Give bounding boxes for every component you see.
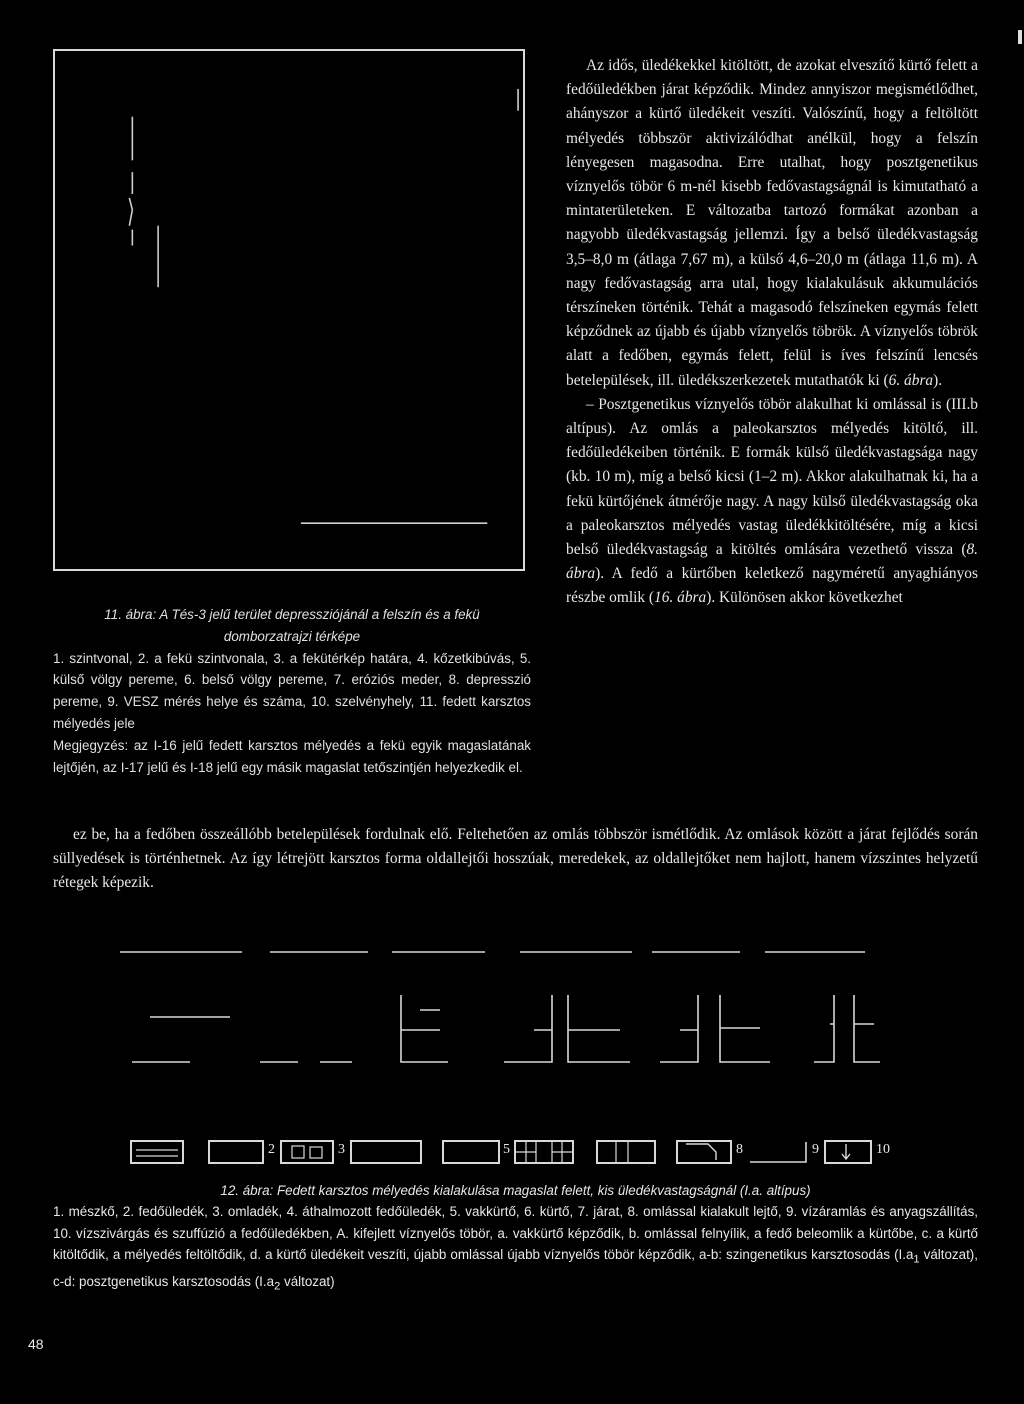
legend-symbol-blind-chimney <box>442 1140 500 1164</box>
legend-symbol-collapse-slope <box>676 1140 732 1164</box>
paragraph-text: – Posztgenetikus víznyelős töbör alakulhat ki omlással is (III.b altípus). Az omlás a paleokarsztos mélyedés kitöltő, ill. fedőüledékeiben történik. E formák külső üledékvastagsága nagy (kb. 10 m), míg a belső kicsi (1–2 m). Akkor alakulhatnak ki, ha a fekü kürtőjének átmérője nagy. A nagy külső üledékvastagság oka a paleokarsztos mélyedés vastag üledékkitöltésére, míg a kicsi belső üledékvastagság a kitöltés omlására vezethető vissza ( <box>566 395 978 559</box>
shaft-outline <box>568 995 630 1062</box>
paragraph-text: ). <box>933 371 943 389</box>
legend-symbol-cover-sediment <box>208 1140 264 1164</box>
figure-12-legend-symbols <box>130 1136 910 1170</box>
shaft-outline <box>504 995 552 1062</box>
legend-symbol-limestone <box>130 1140 184 1164</box>
legend-number: 9 <box>812 1142 819 1157</box>
figure-title: 12. ábra: Fedett karsztos mélyedés kialakulása magaslat felett, kis üledékvastagságnál (I.a. altípus) <box>220 1183 811 1198</box>
map-line <box>129 172 132 245</box>
paragraph-text: ). A fedő a kürtőben keletkező nagyméretű anyaghiányos részbe omlik ( <box>566 565 978 607</box>
paragraph-text: Az idős, üledékekkel kitöltött, de azokat elveszítő kürtő felett a fedőüledékben járat képződik. Mindez annyiszor megismétlődhet, ahányszor a kürtő üledékeit veszíti. Valószínű, hogy a feltöltött mélyedés többször aktivizálódhat anélkül, hogy a felszín lényegesen magasodna. Erre utalhat, hogy posztgenetikus víznyelős töbör 6 m-nél kisebb fedővastagságnál is kimutatható a mintaterületeken. E változatba tartozó formákat azonban a nagyobb üledékvastagság jellemzi. Így a belső üledékvastagság 3,5–8,0 m (átlaga 7,67 m), a külső 4,6–20,0 m (átlaga 11,6 m). A nagy fedővastagság arra utal, hogy kialakulásuk akkumulációs térszíneken történik. Tehát a magasodó felszíneken egymás felett képződnek az újabb és újabb víznyelős töbrök. A víznyelős töbrök alatt a fedőben, egymás felett, felül is íves felszínű lencsés betelepülések, ill. üledékszerkezetek mutathatók ki ( <box>566 57 978 389</box>
legend-text: változat) <box>280 1274 335 1290</box>
figure-legend <box>53 1201 978 1298</box>
legend-symbol-passage <box>596 1140 656 1164</box>
figure-11-caption <box>53 604 531 778</box>
legend-number: 8 <box>736 1142 743 1157</box>
edge-mark <box>1018 30 1022 44</box>
figure-reference: 6. ábra <box>888 371 934 389</box>
legend-symbol-chimney <box>514 1140 574 1164</box>
shaft-outline <box>660 995 698 1062</box>
legend-number: 10 <box>876 1142 890 1157</box>
legend-symbol-seepage <box>824 1140 872 1164</box>
legend-text: 1. mészkő, 2. fedőüledék, 3. omladék, 4. áthalmozott fedőüledék, 5. vakkürtő, 6. kürtő, 7. járat, 8. omlással kialakult lejtő, 9. vízáramlás és anyagszállítás, 10. vízszivárgás és szuffúzió a fedőüledékben, A. kifejlett víznyelős töbör, a. vakkürtő képződik, b. omlással felnyílik, a fedő beleomlik a kürtőbe, c. a kürtő kitöltődik, a mélyedés feltöltődik, d. a kürtő üledékeit veszíti, újabb omlással újabb víznyelős töbör képződik, a-b: szingenetikus karsztosodás (I.a <box>53 1204 978 1263</box>
legend-number: 3 <box>338 1142 345 1157</box>
figure-12-caption <box>53 1180 978 1298</box>
subscript: 1 <box>913 1253 920 1266</box>
paragraph <box>566 54 978 393</box>
page-number: 48 <box>28 1336 44 1352</box>
legend-text: változat), c-d: posztgenetikus karsztosodás (I.a <box>53 1247 978 1290</box>
shaft-outline <box>854 995 880 1062</box>
paragraph-text: ). Különösen akkor következhet <box>706 589 903 607</box>
figure-legend: 1. szintvonal, 2. a fekü szintvonala, 3. a fekütérkép határa, 4. kőzetkibúvás, 5. külső völgy pereme, 6. belső völgy pereme, 7. eróziós meder, 8. depresszió pereme, 9. VESZ mérés helye és száma, 10. szelvényhely, 11. fedett karsztos mélyedés jele <box>53 650 531 731</box>
body-text-column <box>566 54 978 611</box>
figure-title: 11. ábra: A Tés-3 jelű terület depressziójánál a felszín és a fekü <box>104 607 480 622</box>
map-drawing <box>55 51 523 569</box>
paragraph: ez be, ha a fedőben összeállóbb betelepülések fordulnak elő. Feltehetően az omlás többször ismétlődik. Az omlások között a járat fejlődés során süllyedések is történhetnek. Az így létrejött karsztos forma oldallejtői hosszúak, meredekek, az oldallejtőket nem hajlott, hanem vízszintes helyzetű rétegek képezik. <box>53 826 978 892</box>
shaft-outline <box>401 995 448 1062</box>
legend-symbol-debris <box>280 1140 334 1164</box>
shaft-outline <box>720 995 770 1062</box>
figure-note: Megjegyzés: az I-16 jelű fedett karsztos mélyedés a fekü egyik magaslatának lejtőjén, az I-17 jelű és I-18 jelű egy másik magaslat tetőszintjén helyezkedik el. <box>53 737 531 775</box>
figure-title: domborzatrajzi térképe <box>223 628 361 644</box>
legend-number: 5 <box>503 1142 510 1157</box>
legend-number: 2 <box>268 1142 275 1157</box>
legend-symbol-redeposited-sediment <box>350 1140 422 1164</box>
subscript: 2 <box>274 1280 281 1293</box>
figure-11-map <box>53 49 525 571</box>
figure-reference: 8. ábra <box>566 541 978 583</box>
figure-12-diagram <box>120 940 880 1130</box>
paragraph <box>566 393 978 611</box>
shaft-outline <box>814 995 834 1062</box>
legend-symbol-water-flow <box>750 1140 808 1164</box>
figure-reference: 16. ábra <box>654 589 707 607</box>
